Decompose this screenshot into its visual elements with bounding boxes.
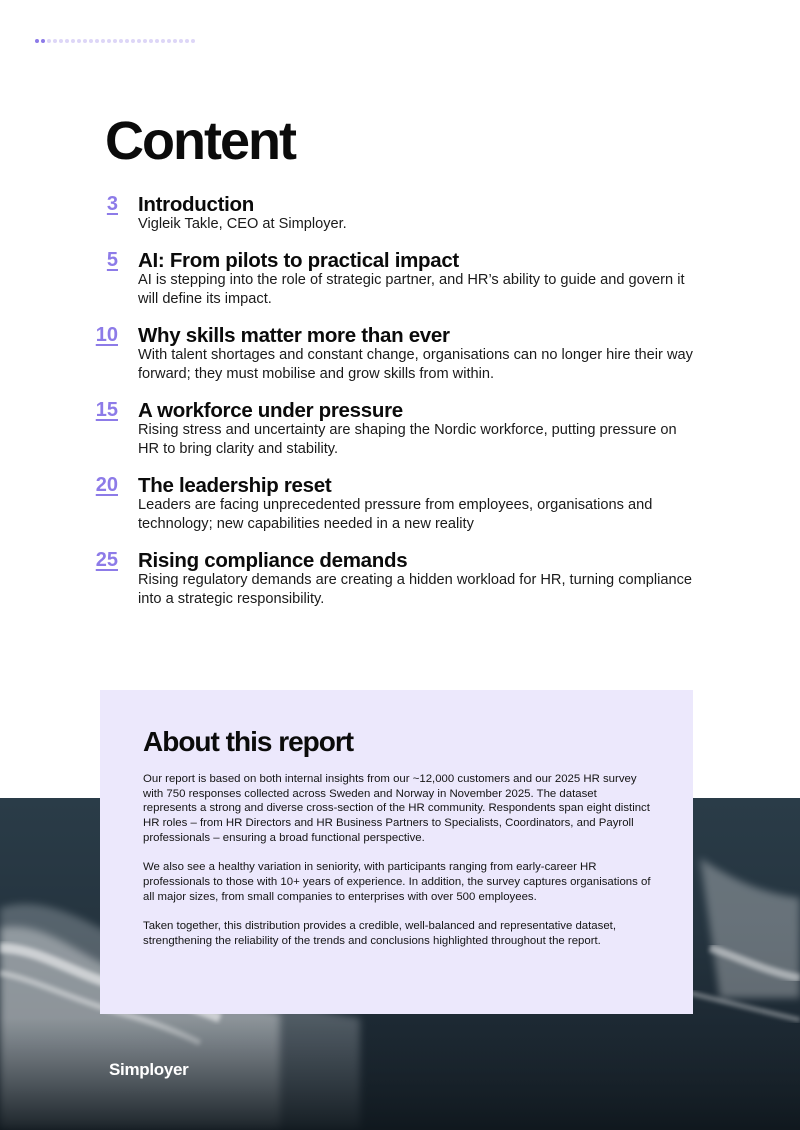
progress-dot <box>161 39 165 43</box>
about-report-panel <box>100 690 693 1014</box>
progress-dot <box>95 39 99 43</box>
progress-dot <box>179 39 183 43</box>
progress-dot <box>173 39 177 43</box>
progress-dot <box>131 39 135 43</box>
progress-dot <box>47 39 51 43</box>
progress-dot <box>185 39 189 43</box>
progress-dot <box>167 39 171 43</box>
progress-dot <box>149 39 153 43</box>
toc-heading: Rising compliance demands <box>138 549 408 572</box>
toc-heading: The leadership reset <box>138 474 332 497</box>
progress-dot <box>107 39 111 43</box>
toc-page-link[interactable]: 25 <box>95 549 118 571</box>
progress-dot <box>65 39 69 43</box>
progress-dot <box>113 39 117 43</box>
about-paragraph: We also see a healthy variation in seniority, with participants ranging from early-career HR professionals to those with 10+ years of experience. In addition, the survey captures organisations of all major sizes, from small companies to enterprises with over 500 employees. <box>143 861 651 903</box>
progress-dot-active <box>41 39 45 43</box>
toc-description: Rising stress and uncertainty are shaping the Nordic workforce, putting pressure on HR to bring clarity and stability. <box>138 422 677 457</box>
progress-dot-active <box>35 39 39 43</box>
progress-dot <box>119 39 123 43</box>
toc-page-link[interactable]: 5 <box>106 249 118 271</box>
toc-page-link[interactable]: 20 <box>95 474 118 496</box>
about-body <box>143 772 653 948</box>
page-progress-dots <box>35 39 195 43</box>
toc-description: Vigleik Takle, CEO at Simployer. <box>138 216 347 232</box>
toc-heading: Introduction <box>138 193 254 216</box>
progress-dot <box>77 39 81 43</box>
progress-dot <box>83 39 87 43</box>
toc-description: Rising regulatory demands are creating a hidden workload for HR, turning compliance into a strategic responsibility. <box>138 572 693 607</box>
progress-dot <box>53 39 57 43</box>
progress-dot <box>137 39 141 43</box>
toc-description: AI is stepping into the role of strategic partner, and HR’s ability to guide and govern it will define its impact. <box>138 272 685 307</box>
toc-heading: Why skills matter more than ever <box>138 324 450 347</box>
toc-heading: A workforce under pressure <box>138 399 403 422</box>
about-paragraph: Taken together, this distribution provides a credible, well-balanced and representative dataset, strengthening the reliability of the trends and conclusions highlighted throughout the report. <box>143 920 616 947</box>
page-title: Content <box>105 111 295 171</box>
toc-page-link[interactable]: 3 <box>106 193 118 215</box>
progress-dot <box>143 39 147 43</box>
toc-page-link[interactable]: 10 <box>95 324 118 346</box>
toc-description: With talent shortages and constant change, organisations can no longer hire their way forward; they must mobilise and grow skills from within. <box>138 347 693 382</box>
toc-heading: AI: From pilots to practical impact <box>138 249 459 272</box>
progress-dot <box>191 39 195 43</box>
about-title: About this report <box>143 726 354 757</box>
progress-dot <box>101 39 105 43</box>
progress-dot <box>155 39 159 43</box>
progress-dot <box>89 39 93 43</box>
toc-description: Leaders are facing unprecedented pressure from employees, organisations and technology; new capabilities needed in a new reality <box>138 497 653 532</box>
progress-dot <box>59 39 63 43</box>
simployer-logo: Simployer <box>109 1060 189 1079</box>
toc-page-link[interactable]: 15 <box>95 399 118 421</box>
progress-dot <box>125 39 129 43</box>
about-paragraph: Our report is based on both internal insights from our ~12,000 customers and our 2025 HR survey with 750 responses collected across Sweden and Norway in November 2025. The dataset represents a strong and diverse cross-section of the HR community. Respondents span eight distinct HR roles – from HR Directors and HR Business Partners to Specialists, Coordinators, and Payroll professionals – ensuring a broad functional perspective. <box>143 773 650 844</box>
progress-dot <box>71 39 75 43</box>
